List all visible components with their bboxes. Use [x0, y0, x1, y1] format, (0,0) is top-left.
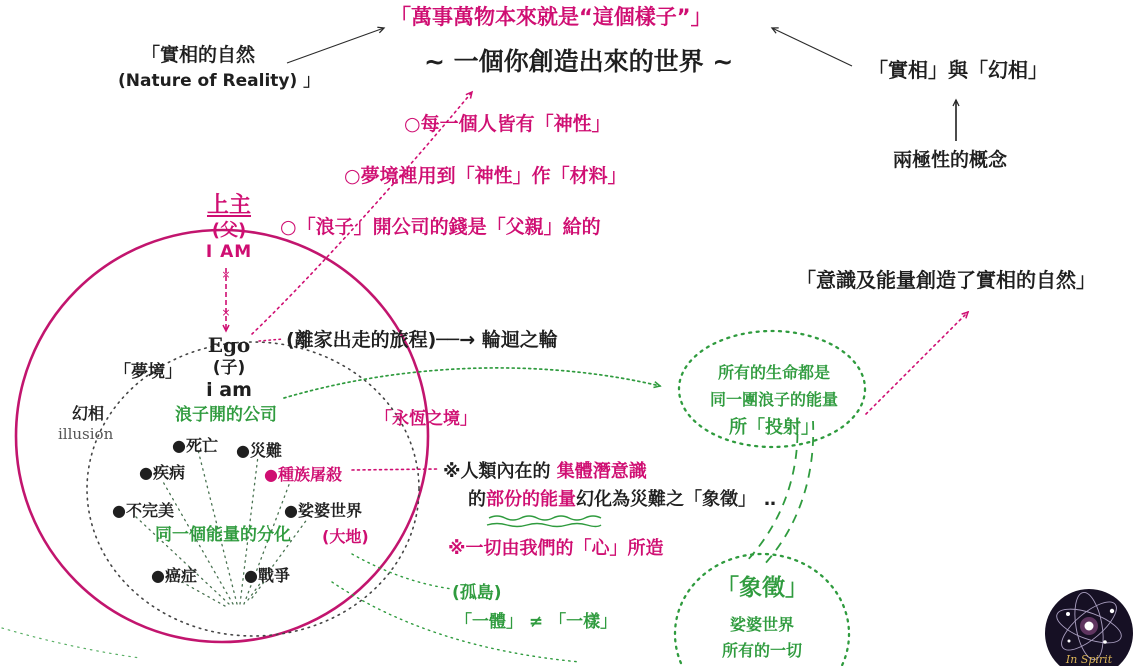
nature-line1: 「實相的自然 [141, 44, 256, 66]
consciousness-quote: 「意識及能量創造了實相的自然」 [796, 268, 1096, 292]
eternal-realm-label: 「永恆之境」 [375, 409, 477, 429]
logo-text: In Spirit [1065, 653, 1113, 666]
note2-magenta: 部份的能量 [486, 489, 576, 510]
note2-dots: ‥ [764, 489, 777, 510]
item-death: ●死亡 [172, 436, 218, 455]
note-collective-line1 [443, 461, 647, 484]
connector-x-mark: × [221, 268, 231, 281]
ego-block [206, 333, 252, 403]
ego-name: Ego [207, 333, 251, 357]
main-quote: 「萬事萬物本來就是“這個樣子”」 [390, 5, 712, 29]
illusion-label: 幻相 [72, 404, 105, 423]
island-label: (孤島) [452, 583, 502, 603]
ego-role: (子) [212, 358, 246, 378]
principle-2: ○夢境裡用到「神性」作「材料」 [344, 165, 627, 187]
reincarnation-swoosh-arrow [284, 368, 660, 398]
projection-line-3: 所「投射」 [728, 417, 819, 439]
note1-black: ※人類內在的 [443, 461, 557, 482]
note1-magenta: 集體潛意識 [556, 461, 647, 482]
prodigal-company-label: 浪子開的公司 [175, 405, 277, 425]
projection-line-1: 所有的生命都是 [717, 363, 831, 382]
energy-division-label: 同一個能量的分化 [155, 525, 291, 545]
inner-dream-circle [87, 342, 419, 636]
nature-line2: (Nature of Reality) 」 [118, 71, 321, 91]
dream-label: 「夢境」 [114, 362, 182, 382]
projection-line-2: 同一團浪子的能量 [709, 390, 839, 410]
corner-dotted-curve [2, 628, 140, 658]
genocide-dotted-line [352, 469, 437, 470]
item-genocide: ●種族屠殺 [264, 465, 342, 484]
illusion-label-en: illusion [58, 425, 114, 443]
note-collective-line2 [468, 489, 776, 512]
item-saha-world: ●娑婆世界 [284, 501, 362, 520]
item-cancer: ●癌症 [151, 566, 197, 585]
item-disaster: ●災難 [236, 441, 282, 460]
symbol-line-1: 娑婆世界 [729, 614, 794, 634]
god-identity: I AM [205, 242, 253, 262]
god-role: (父) [211, 219, 247, 241]
polarity-concept-label: 兩極性的概念 [893, 149, 1008, 171]
journey-label: (離家出走的旅程)──→ 輪迴之輪 [286, 329, 558, 351]
note2-black1: 的 [468, 489, 486, 510]
symbol-title: 「象徵」 [716, 575, 808, 601]
reality-vs-illusion-label: 「實相」與「幻相」 [868, 58, 1048, 82]
symbol-line-2: 所有的一切 [721, 641, 802, 661]
left-title-arrow [287, 28, 384, 63]
connector-x-mark: × [221, 306, 231, 319]
projection-bubble [710, 359, 838, 444]
note-mind-made: ※一切由我們的「心」所造 [448, 538, 664, 559]
god-block [206, 192, 252, 263]
ego-journey-dots [259, 339, 283, 341]
item-disease: ●疾病 [139, 463, 185, 482]
earth-label: (大地) [322, 527, 369, 546]
god-name: 上主 [206, 193, 252, 218]
logo [1045, 589, 1133, 666]
oneness-label: 「一體」 ≠ 「一樣」 [455, 612, 618, 632]
world-subtitle: ~ 一個你創造出來的世界 ~ [424, 47, 734, 76]
item-imperfection: ●不完美 [112, 501, 174, 520]
ego-identity: i am [206, 379, 252, 402]
projection-to-consciousness-arrow [866, 312, 968, 414]
principle-1: ○每一個人皆有「神性」 [404, 113, 611, 135]
scribble-underline [487, 516, 601, 527]
note2-black2: 幻化為災難之「象徵」 [576, 489, 756, 510]
symbol-bubble [716, 574, 808, 665]
right-title-arrow [772, 28, 852, 66]
item-war: ●戰爭 [244, 566, 290, 585]
principle-3: ○「浪子」開公司的錢是「父親」給的 [280, 216, 601, 238]
